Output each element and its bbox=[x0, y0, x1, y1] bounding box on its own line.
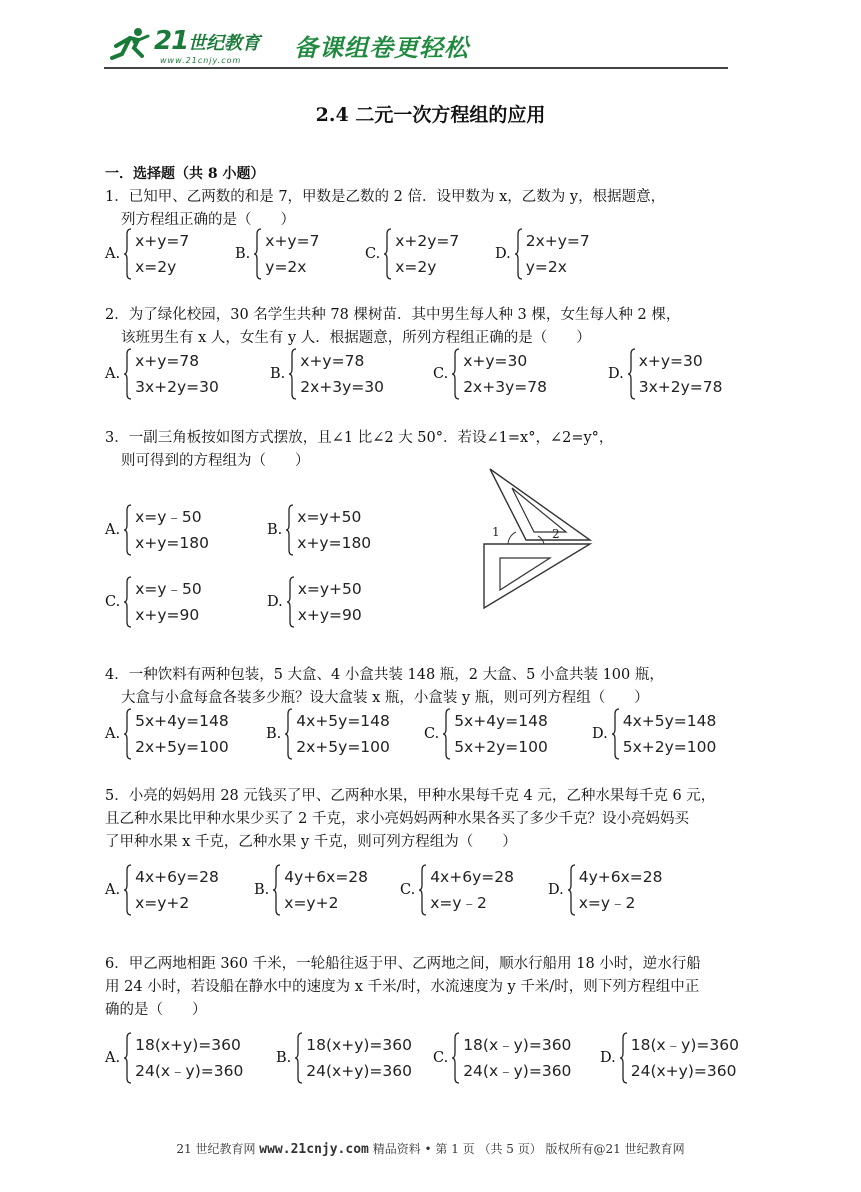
option-label: B. bbox=[267, 522, 283, 538]
option bbox=[105, 1032, 243, 1084]
equation: x=y﹣2 bbox=[578, 894, 636, 912]
option-label: D. bbox=[495, 246, 511, 262]
equation: 2x+y=7 bbox=[525, 232, 590, 250]
equation: 18(x+y)=360 bbox=[135, 1036, 241, 1054]
brace-icon bbox=[286, 504, 294, 556]
equation: 24(x﹣y)=360 bbox=[135, 1062, 244, 1080]
equation: x=2y bbox=[395, 258, 437, 276]
question-6-line-1: 6．甲乙两地相距 360 千米，一轮船往返于甲、乙两地之间，顺水行船用 18 小时，逆水行船 bbox=[105, 956, 701, 972]
set-squares-figure bbox=[478, 466, 598, 611]
equation: x+y=7 bbox=[135, 232, 190, 250]
equation: 3x+2y=78 bbox=[638, 378, 723, 396]
brace-icon bbox=[384, 228, 392, 280]
footer-site: 21 世纪教育网 bbox=[176, 1142, 256, 1156]
logo-url: www.21cnjy.com bbox=[160, 56, 242, 65]
equation: 2x+3y=30 bbox=[300, 378, 385, 396]
brace-icon bbox=[452, 1032, 460, 1084]
option bbox=[548, 864, 663, 916]
question-6-line-3: 确的是（ ） bbox=[105, 1002, 207, 1018]
brace-icon bbox=[124, 348, 132, 400]
option-label: D. bbox=[267, 594, 283, 610]
equation: 4x+5y=148 bbox=[296, 712, 390, 730]
equation: x+y=180 bbox=[135, 534, 209, 552]
brace-icon bbox=[287, 576, 295, 628]
page-title: 2.4 二元一次方程组的应用 bbox=[315, 104, 546, 126]
equation: y=2x bbox=[525, 258, 567, 276]
brace-icon bbox=[443, 708, 451, 760]
question-5-line-2: 且乙种水果比甲种水果少买了 2 千克，求小亮妈妈两种水果各买了多少千克？设小亮妈妈买 bbox=[105, 811, 689, 827]
option bbox=[600, 1032, 739, 1084]
option bbox=[105, 228, 189, 280]
option bbox=[433, 1032, 571, 1084]
option bbox=[365, 228, 459, 280]
option bbox=[276, 1032, 412, 1084]
option-label: A. bbox=[105, 522, 121, 538]
equation: x+y=90 bbox=[135, 606, 200, 624]
brace-icon bbox=[254, 228, 262, 280]
question-1-line-2: 列方程组正确的是（ ） bbox=[121, 212, 295, 228]
equation: x=2y bbox=[135, 258, 177, 276]
option-label: B. bbox=[266, 726, 282, 742]
equation: 18(x+y)=360 bbox=[306, 1036, 412, 1054]
equation: x+y=180 bbox=[297, 534, 372, 552]
question-2 bbox=[105, 304, 745, 350]
option bbox=[433, 348, 547, 400]
brace-icon bbox=[289, 348, 297, 400]
question-2-line-2: 该班男生有 x 人，女生有 y 人．根据题意，所列方程组正确的是（ ） bbox=[121, 330, 591, 346]
equation: 24(x+y)=360 bbox=[630, 1062, 737, 1080]
equation: y=2x bbox=[265, 258, 307, 276]
option-label: C. bbox=[105, 594, 121, 610]
equation: 2x+3y=78 bbox=[463, 378, 547, 396]
equation: x=y+2 bbox=[135, 894, 190, 912]
question-4-line-1: 4．一种饮料有两种包装，5 大盒、4 小盒共装 148 瓶，2 大盒、5 小盒共装 100 瓶， bbox=[105, 667, 664, 683]
footer-url[interactable]: www.21cnjy.com bbox=[259, 1142, 369, 1157]
brace-icon bbox=[124, 504, 132, 556]
option-label: C. bbox=[365, 246, 381, 262]
brace-icon bbox=[295, 1032, 303, 1084]
brace-icon bbox=[419, 864, 427, 916]
equation: x=y+50 bbox=[297, 580, 362, 598]
equation: x=y+50 bbox=[297, 508, 362, 526]
option-label: A. bbox=[105, 882, 121, 898]
option-label: C. bbox=[433, 366, 449, 382]
option bbox=[400, 864, 514, 916]
header-slogan: 备课组卷更轻松 bbox=[294, 34, 469, 62]
equation: 4y+6x=28 bbox=[284, 868, 369, 886]
brace-icon bbox=[124, 228, 132, 280]
equation: x=y﹣50 bbox=[135, 580, 202, 598]
option bbox=[266, 708, 390, 760]
equation: 3x+2y=30 bbox=[135, 378, 219, 396]
option bbox=[105, 576, 202, 628]
brace-icon bbox=[273, 864, 281, 916]
option bbox=[254, 864, 368, 916]
option bbox=[267, 504, 371, 556]
option-label: D. bbox=[608, 366, 624, 382]
option-label: D. bbox=[600, 1050, 616, 1066]
brace-icon bbox=[628, 348, 636, 400]
brace-icon bbox=[612, 708, 620, 760]
question-6 bbox=[105, 953, 745, 1022]
question-5-line-3: 了甲种水果 x 千克，乙种水果 y 千克，则可列方程组为（ ） bbox=[105, 834, 517, 850]
option-label: C. bbox=[424, 726, 440, 742]
footer-text: 精品资料 • 第 1 页 （共 5 页） 版权所有@21 世纪教育网 bbox=[372, 1142, 685, 1156]
option bbox=[267, 576, 362, 628]
option bbox=[105, 864, 219, 916]
page-footer bbox=[0, 1140, 861, 1157]
equation: x+y=30 bbox=[463, 352, 528, 370]
logo-number: 21 bbox=[154, 26, 189, 56]
option bbox=[424, 708, 548, 760]
option-label: D. bbox=[592, 726, 608, 742]
option bbox=[235, 228, 319, 280]
equation: 5x+2y=100 bbox=[622, 738, 717, 756]
equation: 18(x﹣y)=360 bbox=[463, 1036, 572, 1054]
brace-icon bbox=[124, 864, 132, 916]
question-4 bbox=[105, 664, 745, 710]
option bbox=[105, 504, 209, 556]
option bbox=[270, 348, 384, 400]
equation: 5x+4y=148 bbox=[135, 712, 229, 730]
equation: x=y﹣50 bbox=[135, 508, 202, 526]
question-3-line-1: 3．一副三角板按如图方式摆放，且∠1 比∠2 大 50°．若设∠1=x°，∠2=y°， bbox=[105, 430, 614, 446]
question-6-line-2: 用 24 小时，若设船在静水中的速度为 x 千米/时，水流速度为 y 千米/时，则下列方程组中正 bbox=[105, 979, 700, 995]
equation: 4x+6y=28 bbox=[135, 868, 219, 886]
header-divider bbox=[104, 67, 728, 69]
question-3 bbox=[105, 427, 745, 473]
equation: x+y=78 bbox=[135, 352, 200, 370]
brace-icon bbox=[620, 1032, 628, 1084]
equation: 24(x+y)=360 bbox=[306, 1062, 412, 1080]
brace-icon bbox=[568, 864, 576, 916]
equation: x+y=90 bbox=[297, 606, 362, 624]
question-1 bbox=[105, 186, 745, 232]
question-2-line-1: 2．为了绿化校园，30 名学生共种 78 棵树苗．其中男生每人种 3 棵，女生每人种 2 棵， bbox=[105, 307, 681, 323]
option-label: C. bbox=[400, 882, 416, 898]
brace-icon bbox=[452, 348, 460, 400]
equation: 18(x﹣y)=360 bbox=[630, 1036, 739, 1054]
equation: 2x+5y=100 bbox=[296, 738, 390, 756]
angle-2-label: 2 bbox=[552, 527, 560, 541]
option-label: A. bbox=[105, 726, 121, 742]
equation: 4y+6x=28 bbox=[578, 868, 663, 886]
question-5 bbox=[105, 785, 745, 854]
option bbox=[592, 708, 716, 760]
option bbox=[608, 348, 723, 400]
brace-icon bbox=[124, 708, 132, 760]
section-heading: 一．选择题（共 8 小题） bbox=[105, 166, 265, 182]
brace-icon bbox=[124, 1032, 132, 1084]
equation: x=y+2 bbox=[284, 894, 339, 912]
equation: 2x+5y=100 bbox=[135, 738, 229, 756]
brace-icon bbox=[515, 228, 523, 280]
option-label: D. bbox=[548, 882, 564, 898]
option-label: C. bbox=[433, 1050, 449, 1066]
option-label: A. bbox=[105, 366, 121, 382]
option-label: B. bbox=[235, 246, 251, 262]
equation: 5x+2y=100 bbox=[454, 738, 548, 756]
option-label: A. bbox=[105, 1050, 121, 1066]
logo-text: 世纪教育 bbox=[188, 33, 260, 54]
equation: 24(x﹣y)=360 bbox=[463, 1062, 572, 1080]
equation: x=y﹣2 bbox=[430, 894, 487, 912]
equation: 4x+6y=28 bbox=[430, 868, 514, 886]
option-label: A. bbox=[105, 246, 121, 262]
question-5-line-1: 5．小亮的妈妈用 28 元钱买了甲、乙两种水果，甲种水果每千克 4 元，乙种水果每千克 6 元， bbox=[105, 788, 716, 804]
equation: x+y=7 bbox=[265, 232, 320, 250]
page-header bbox=[104, 20, 728, 70]
equation: 4x+5y=148 bbox=[622, 712, 717, 730]
equation: x+y=30 bbox=[638, 352, 703, 370]
option-label: B. bbox=[254, 882, 270, 898]
brace-icon bbox=[124, 576, 132, 628]
question-4-line-2: 大盒与小盒每盒各装多少瓶？设大盒装 x 瓶，小盒装 y 瓶，则可列方程组（ ） bbox=[121, 690, 649, 706]
runner-logo-icon bbox=[108, 26, 154, 62]
question-3-line-2: 则可得到的方程组为（ ） bbox=[121, 453, 310, 469]
angle-1-label: 1 bbox=[492, 525, 500, 539]
option-label: B. bbox=[270, 366, 286, 382]
brace-icon bbox=[285, 708, 293, 760]
option bbox=[495, 228, 590, 280]
equation: x+y=78 bbox=[300, 352, 365, 370]
equation: x+2y=7 bbox=[395, 232, 460, 250]
option bbox=[105, 708, 229, 760]
option bbox=[105, 348, 219, 400]
question-1-line-1: 1．已知甲、乙两数的和是 7，甲数是乙数的 2 倍．设甲数为 x，乙数为 y，根据题意， bbox=[105, 189, 666, 205]
equation: 5x+4y=148 bbox=[454, 712, 548, 730]
option-label: B. bbox=[276, 1050, 292, 1066]
